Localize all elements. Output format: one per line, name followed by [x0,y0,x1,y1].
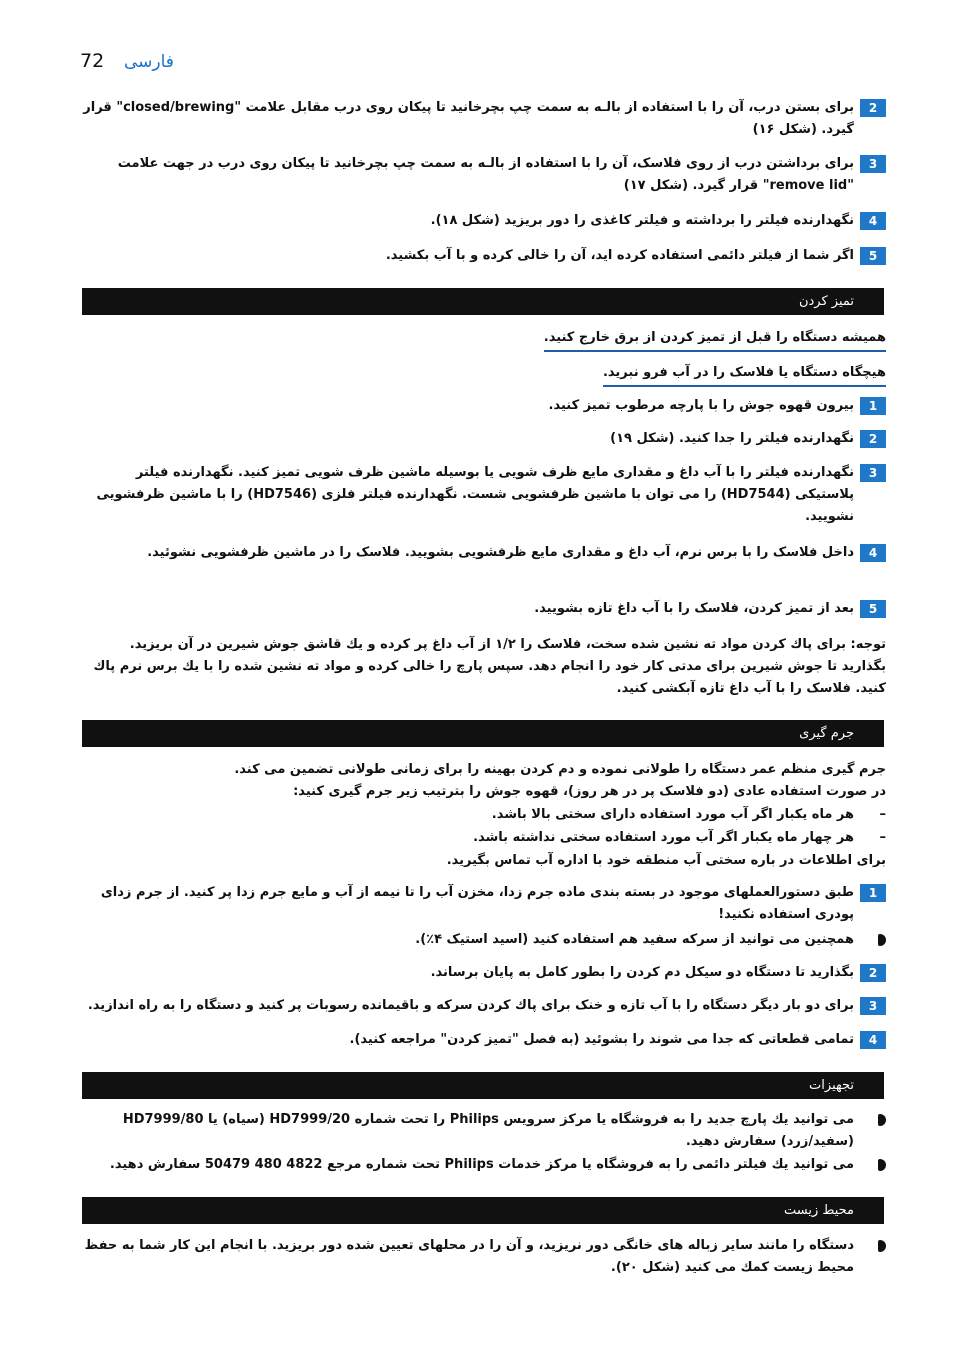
step-text: بعد از تمیز کردن، فلاسک را با آب داغ تازه بشویید. [534,601,854,616]
info-line: برای اطلاعات در باره سختی آب منطقه خود با اداره آب تماس بگیرید. [446,853,886,868]
page-number: 72 [80,50,105,72]
list-item [80,1235,886,1279]
item-text: می توانید یك فیلتر دائمی را به فروشگاه یا مرکز خدمات Philips تحت شماره مرجع 4822 480 50479 سفارش دهید. [109,1157,854,1172]
step-text: اگر شما از فیلتر دائمی استفاده کرده اید، آن را خالی کرده و با آب بکشید. [385,248,854,263]
bullet-icon [878,1159,886,1171]
section-heading-accessories: تجهیزات [82,1072,884,1099]
item-text: دستگاه را مانند سایر زباله های خانگی دور نریزید، و آن را در محلهای تعیین شده دور بریزید. با انجام این کار شما به حفظ محیط زیست کمك می کنید (شکل ۲۰). [84,1238,854,1275]
step-number: 4 [860,212,886,230]
step-number: 4 [860,544,886,562]
intro-line: در صورت استفاده عادی (دو فلاسک پر در هر روز)، قهوه جوش را بترتیب زیر جرم گیری کنید: [293,784,886,799]
step-text: بیرون قهوه جوش را با پارچه مرطوب تمیز کنید. [548,398,854,413]
step-text: نگهدارنده فیلتر را برداشته و فیلتر کاغذی را دور بریزید (شکل ۱۸). [430,213,854,228]
warning-line: هیچگاه دستگاه یا فلاسک را در آب فرو نبرید. [82,362,886,387]
list-item [80,1154,886,1176]
step-number: 2 [860,964,886,982]
list-item [80,542,886,564]
step-number: 1 [860,884,886,902]
step-number: 2 [860,99,886,117]
step-number: 3 [860,155,886,173]
step-text: طبق دستورالعملهای موجود در بسته بندی ماده جرم زدا، مخزن آب را تا نیمه از آب و مایع جرم زدا پر کنید. از جرم زدای پودری استفاده نکنید! [100,885,854,922]
section-heading-cleaning: تمیز کردن [82,288,884,315]
list-item [80,1109,886,1153]
dash-item: – هر ماه یکبار اگر آب مورد استفاده دارای سختی بالا باشد. [491,807,886,822]
list-item [80,245,886,267]
list-item [80,598,886,620]
list-item [80,97,886,141]
step-number: 2 [860,430,886,448]
language-label: فارسی [124,52,174,72]
warning-line: همیشه دستگاه را قبل از تمیز کردن از برق خارج کنید. [82,327,886,352]
item-text: می توانید یك پارچ جدید را به فروشگاه یا مرکز سرویس Philips را تحت شماره HD7999/20 (سیاه) یا HD7999/80 (سفید/زرد) سفارش دهید. [122,1112,854,1149]
step-number: 3 [860,464,886,482]
step-text: داخل فلاسک را با برس نرم، آب داغ و مقداری مایع ظرفشویی بشویید. فلاسک را در ماشین ظرفشویی نشوئید. [147,545,854,560]
step-number: 4 [860,1031,886,1049]
step-text: برای برداشتن درب از روی فلاسک، آن را با استفاده از بالـه به سمت چپ بچرخانید تا پیکان روی درب در جهت علامت "remove lid" قرار گیرد. (شکل ۱۷) [117,156,854,193]
bullet-icon [878,1114,886,1126]
list-item [80,428,886,450]
step-number: 3 [860,997,886,1015]
intro-line: جرم گیری منظم عمر دستگاه را طولانی نموده و دم کردن بهینه را برای زمانی طولانی تضمین می کند. [234,762,886,777]
list-item [80,962,886,984]
step-text: تمامی قطعاتی که جدا می شوند را بشوئید (به فصل "تمیز کردن" مراجعه کنید). [349,1032,854,1047]
list-item [80,153,886,197]
step-text: نگهدارنده فیلتر را جدا کنید. (شکل ۱۹) [610,431,854,446]
step-number: 5 [860,600,886,618]
step-text: برای بستن درب، آن را با استفاده از بالـه به سمت چپ بچرخانید تا پیکان روی درب مقابل علامت "closed/brewing" قرار گیرد. (شکل ۱۶) [83,100,854,137]
list-item [80,210,886,232]
step-number: 1 [860,397,886,415]
step-text: برای دو بار دیگر دستگاه را با آب تازه و خنک برای پاك كردن سرکه و باقیمانده رسوبات پر کنید و دستگاه را به راه اندازید. [87,998,854,1013]
dash-item: – هر چهار ماه یکبار اگر آب مورد استفاده سختی نداشته باشد. [473,830,886,845]
list-item [80,882,886,926]
note-paragraph: توجه: برای پاك كردن مواد ته نشین شده سخت، فلاسک را ۱/۲ از آب داغ پر کرده و یك قاشق جوش شیرین در آن بریزید. بگذارید تا جوش شیرین برای مدتی کار خود را انجام دهد. سپس پارچ را خالی کرده و مواد ته نشین شده را با یك برس نرم پاك کنید. فلاسک را با آب داغ تازه آبکشی کنید. [93,637,886,696]
bullet-icon [878,1240,886,1252]
section-heading-environment: محیط زیست [82,1197,884,1224]
list-item [80,995,886,1017]
step-text: بگذارید تا دستگاه دو سیکل دم کردن را بطور کامل به پایان برساند. [430,965,854,980]
list-item [80,929,886,951]
list-item [80,1029,886,1051]
bullet-icon [878,934,886,946]
step-text: همچنین می توانید از سرکه سفید هم استفاده کنید (اسید استیک ۴٪). [415,932,854,947]
list-item [80,462,886,528]
step-number: 5 [860,247,886,265]
list-item [80,395,886,417]
section-heading-descaling: جرم گیری [82,720,884,747]
step-text: نگهدارنده فیلتر را با آب داغ و مقداری مایع ظرف شویی یا بوسیله ماشین ظرف شویی تمیز کنید. نگهدارنده فیلتر پلاستیکی (HD7544) را می توان با ماشین ظرفشویی شست. نگهدارنده فیلتر فلزی (HD7546) را با ماشین ظرفشویی نشویید. [96,465,854,524]
